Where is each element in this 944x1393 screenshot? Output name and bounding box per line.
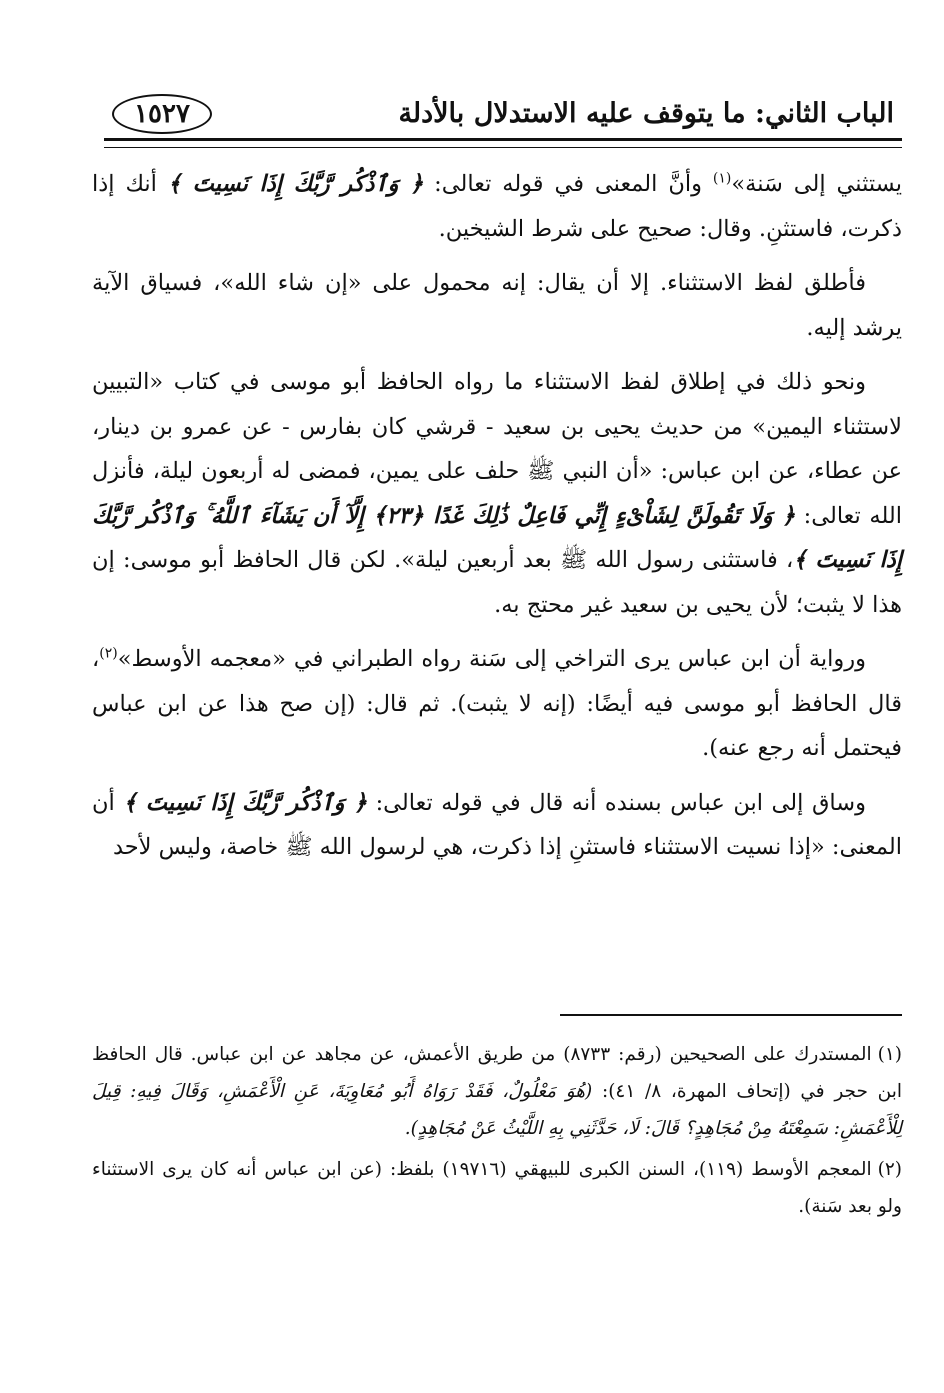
paragraph [92,162,902,251]
footnote [92,1151,902,1225]
footnote-separator [560,1014,902,1016]
footnote-number: (١) [877,1044,902,1065]
quran-verse: ﴿ وَٱذْكُر رَّبَّكَ إِذَا نَسِيتَ ﴾ [123,789,367,816]
paragraph [92,637,902,771]
paragraph [92,360,902,627]
running-header [92,92,902,144]
quran-verse: ﴿ وَٱذْكُر رَّبَّكَ إِذَا نَسِيتَ ﴾ [167,171,424,197]
header-rule [104,138,902,148]
book-page [92,92,902,1352]
text-run: ، قال الحافظ أبو موسى فيه أيضًا: (إنه لا يثبت). ثم قال: (إن صح هذا عن ابن عباس فيحتمل أنه رجع عنه). [92,646,902,761]
chapter-title: الباب الثاني: ما يتوقف عليه الاستدلال بالأدلة [398,98,894,129]
text-run: وأنَّ المعنى في قوله تعالى: [423,171,713,197]
text-run: أنك إذا ذكرت، فاستثنِ. وقال: صحيح على شرط الشيخين. [92,171,902,242]
footnote-quote: (هُوَ مَعْلُولٌ، فَقَدْ رَوَاهُ أَبُو مُعَاوِيَةَ، عَنِ الْأَعْمَشِ، وَقَالَ فِيهِ: قِيلَ لِلْأَعْمَشِ: سَمِعْتَهُ مِنْ مُجَاهِدٍ؟ قَالَ: لَا، حَدَّثَنِي بِهِ اللَّيْثُ عَنْ مُجَاهِدٍ). [92,1081,902,1139]
text-run: ورواية أن ابن عباس يرى التراخي إلى سَنة رواه الطبراني في «معجمه الأوسط» [117,646,866,672]
footnotes [92,1036,902,1229]
footnote-marker[interactable]: (١) [712,170,732,187]
text-run: ونحو ذلك في إطلاق لفظ الاستثناء ما رواه الحافظ أبو موسى في كتاب «التبيين لاستثناء اليمين» من حديث يحيى بن سعيد - قرشي كان بفارس - عن عمرو بن دينار، عن عطاء، عن ابن عباس: «أن النبي ﷺ حلف على يمين، فمضى له أربعون ليلة، فأنزل الله تعالى: [92,369,902,529]
footnote-number: (٢) [877,1159,902,1180]
text-run: أن المعنى: «إذا نسيت الاستثناء فاستثنِ إذا ذكرت، هي لرسول الله ﷺ خاصة، وليس لأحد [92,789,902,860]
main-text [92,162,902,880]
footnote-marker[interactable]: (٢) [99,645,118,662]
text-run: وساق إلى ابن عباس بسنده أنه قال في قوله تعالى: [367,789,866,816]
footnote-text: المعجم الأوسط (١١٩)، السنن الكبرى للبيهقي (١٩٧١٦) بلفظ: (عن ابن عباس أنه كان يرى الاستثناء ولو بعد سَنة). [92,1159,902,1217]
footnote [92,1036,902,1147]
quran-verse: ﴿ وَلَا تَقُولَنَّ لِشَاْىْءٍ إِنِّي فَاعِلٌ ذَٰلِكَ غَدًا ﴿٢٣﴾ إِلَّآ أَن يَشَآءَ ٱللَّهُ ۚ وَٱذْكُر رَّبَّكَ إِذَا نَسِيتَ ﴾ [92,502,902,573]
page-number: ١٥٢٧ [112,94,212,134]
text-run: يستثني إلى سَنة» [731,171,902,197]
footnote-text: المستدرك على الصحيحين (رقم: ٨٧٣٣) من طريق الأعمش، عن مجاهد عن ابن عباس. قال الحافظ ابن حجر في (إتحاف المهرة، ٨/ ٤١): [92,1044,902,1102]
text-run: ، فاستثنى رسول الله ﷺ بعد أربعين ليلة». لكن قال الحافظ أبو موسى: إن هذا لا يثبت؛ لأن يحيى بن سعيد غير محتج به. [92,547,902,618]
paragraph: فأطلق لفظ الاستثناء. إلا أن يقال: إنه محمول على «إن شاء الله»، فسياق الآية يرشد إليه. [92,270,902,341]
paragraph [92,781,902,870]
